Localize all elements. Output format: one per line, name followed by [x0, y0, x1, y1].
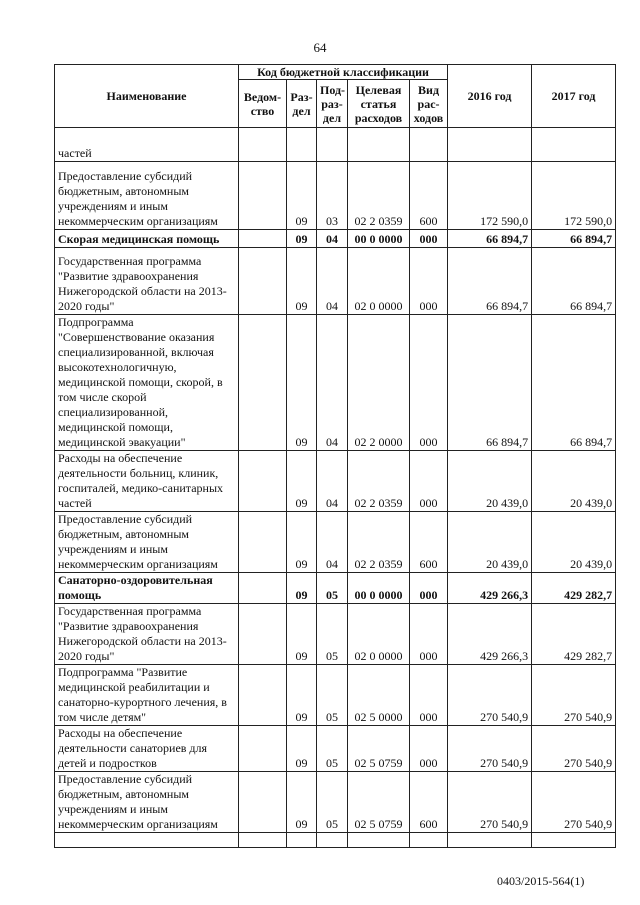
- cell-name: Скорая медицинская помощь: [55, 230, 239, 248]
- cell-y2016: 270 540,9: [448, 772, 532, 833]
- cell-ved: [239, 248, 287, 315]
- cell-podrazdel: 05: [317, 726, 348, 772]
- cell-name: Предоставление субсидий бюджетным, автономным учреждениям и иным некоммерческим организациям: [55, 162, 239, 230]
- header-name: Наименование: [55, 65, 239, 128]
- cell-vid: 000: [410, 604, 448, 665]
- table-row: [55, 128, 616, 162]
- cell-podrazdel: 05: [317, 772, 348, 833]
- cell-ved: [239, 451, 287, 512]
- cell-ved: [239, 573, 287, 604]
- cell-podrazdel: 03: [317, 162, 348, 230]
- cell-y2017: 66 894,7: [532, 230, 616, 248]
- cell-razdel: 09: [287, 230, 317, 248]
- header-2016: 2016 год: [448, 65, 532, 128]
- cell-podrazdel: 04: [317, 451, 348, 512]
- empty-cell: [410, 833, 448, 848]
- cell-cst: 02 0 0000: [348, 604, 410, 665]
- cell-ved: [239, 512, 287, 573]
- cell-name: Расходы на обеспечение деятельности санаториев для детей и подростков: [55, 726, 239, 772]
- cell-vid: 000: [410, 451, 448, 512]
- cell-podrazdel: 05: [317, 604, 348, 665]
- table-row: [55, 604, 616, 665]
- cell-y2017: 270 540,9: [532, 665, 616, 726]
- table-row-empty: [55, 833, 616, 848]
- cell-cst: 00 0 0000: [348, 230, 410, 248]
- cell-y2016: 66 894,7: [448, 230, 532, 248]
- cell-ved: [239, 315, 287, 451]
- budget-table: [54, 64, 616, 848]
- cell-vid: 600: [410, 162, 448, 230]
- cell-cst: 02 0 0000: [348, 248, 410, 315]
- empty-cell: [55, 833, 239, 848]
- document-code: 0403/2015-564(1): [497, 874, 585, 888]
- cell-name: Санаторно-оздоровительная помощь: [55, 573, 239, 604]
- cell-vid: [410, 128, 448, 162]
- cell-name: частей: [55, 128, 239, 162]
- cell-podrazdel: 04: [317, 512, 348, 573]
- empty-cell: [287, 833, 317, 848]
- cell-razdel: 09: [287, 573, 317, 604]
- cell-podrazdel: 05: [317, 665, 348, 726]
- cell-razdel: [287, 128, 317, 162]
- cell-cst: 02 2 0359: [348, 451, 410, 512]
- cell-razdel: 09: [287, 248, 317, 315]
- cell-y2016: 20 439,0: [448, 512, 532, 573]
- empty-cell: [317, 833, 348, 848]
- cell-name: Предоставление субсидий бюджетным, автономным учреждениям и иным некоммерческим организациям: [55, 512, 239, 573]
- table-row: [55, 726, 616, 772]
- cell-razdel: 09: [287, 665, 317, 726]
- cell-vid: 000: [410, 573, 448, 604]
- cell-y2017: 270 540,9: [532, 772, 616, 833]
- header-group: Код бюджетной классификации: [239, 65, 448, 80]
- cell-cst: 02 2 0000: [348, 315, 410, 451]
- cell-y2016: 429 266,3: [448, 604, 532, 665]
- cell-cst: 02 2 0359: [348, 512, 410, 573]
- table-row: [55, 772, 616, 833]
- cell-ved: [239, 128, 287, 162]
- cell-ved: [239, 162, 287, 230]
- cell-vid: 000: [410, 665, 448, 726]
- cell-name: Подпрограмма "Развитие медицинской реабилитации и санаторно-курортного лечения, в том числе детям": [55, 665, 239, 726]
- cell-vid: 000: [410, 248, 448, 315]
- cell-y2016: 66 894,7: [448, 315, 532, 451]
- cell-ved: [239, 230, 287, 248]
- cell-razdel: 09: [287, 451, 317, 512]
- cell-cst: 02 5 0759: [348, 772, 410, 833]
- empty-cell: [532, 833, 616, 848]
- cell-name: Подпрограмма "Совершенствование оказания специализированной, включая высокотехнологичную, медицинской помощи, скорой, в том числе скорой специализированной, медицинской помощи, медицинской эвакуации": [55, 315, 239, 451]
- cell-vid: 000: [410, 315, 448, 451]
- empty-cell: [448, 833, 532, 848]
- table-row: [55, 162, 616, 230]
- cell-vid: 000: [410, 230, 448, 248]
- cell-y2016: 270 540,9: [448, 665, 532, 726]
- cell-cst: [348, 128, 410, 162]
- cell-y2017: 429 282,7: [532, 604, 616, 665]
- table-row: [55, 451, 616, 512]
- cell-ved: [239, 726, 287, 772]
- cell-y2017: 66 894,7: [532, 248, 616, 315]
- cell-name: Предоставление субсидий бюджетным, автономным учреждениям и иным некоммерческим организациям: [55, 772, 239, 833]
- cell-name: Государственная программа "Развитие здравоохранения Нижегородской области на 2013-2020 годы": [55, 604, 239, 665]
- cell-cst: 02 2 0359: [348, 162, 410, 230]
- header-2017: 2017 год: [532, 65, 616, 128]
- header-podrazdel: Под-раз-дел: [317, 80, 348, 128]
- cell-cst: 00 0 0000: [348, 573, 410, 604]
- cell-y2016: 20 439,0: [448, 451, 532, 512]
- cell-y2017: 20 439,0: [532, 512, 616, 573]
- cell-name: Расходы на обеспечение деятельности больниц, клиник, госпиталей, медико-санитарных частей: [55, 451, 239, 512]
- cell-ved: [239, 604, 287, 665]
- table-row: [55, 248, 616, 315]
- cell-ved: [239, 772, 287, 833]
- header-ved: Ведом-ство: [239, 80, 287, 128]
- cell-razdel: 09: [287, 512, 317, 573]
- table-row: [55, 315, 616, 451]
- table-row: [55, 230, 616, 248]
- cell-y2016: 270 540,9: [448, 726, 532, 772]
- cell-cst: 02 5 0000: [348, 665, 410, 726]
- cell-razdel: 09: [287, 604, 317, 665]
- cell-y2017: [532, 128, 616, 162]
- cell-y2016: [448, 128, 532, 162]
- cell-y2017: 66 894,7: [532, 315, 616, 451]
- cell-podrazdel: [317, 128, 348, 162]
- table-row: [55, 573, 616, 604]
- cell-cst: 02 5 0759: [348, 726, 410, 772]
- header-vid: Вид рас-ходов: [410, 80, 448, 128]
- cell-y2017: 172 590,0: [532, 162, 616, 230]
- cell-razdel: 09: [287, 315, 317, 451]
- cell-y2016: 66 894,7: [448, 248, 532, 315]
- table-row: [55, 665, 616, 726]
- cell-razdel: 09: [287, 772, 317, 833]
- cell-vid: 600: [410, 772, 448, 833]
- cell-vid: 000: [410, 726, 448, 772]
- cell-podrazdel: 04: [317, 315, 348, 451]
- header-cst: Целевая статья расходов: [348, 80, 410, 128]
- cell-vid: 600: [410, 512, 448, 573]
- table-row: [55, 512, 616, 573]
- cell-razdel: 09: [287, 162, 317, 230]
- page-number: 64: [313, 40, 327, 55]
- cell-y2017: 429 282,7: [532, 573, 616, 604]
- empty-cell: [348, 833, 410, 848]
- cell-razdel: 09: [287, 726, 317, 772]
- cell-ved: [239, 665, 287, 726]
- cell-y2017: 20 439,0: [532, 451, 616, 512]
- cell-name: Государственная программа "Развитие здравоохранения Нижегородской области на 2013-2020 годы": [55, 248, 239, 315]
- cell-podrazdel: 05: [317, 573, 348, 604]
- cell-y2017: 270 540,9: [532, 726, 616, 772]
- header-razdel: Раз-дел: [287, 80, 317, 128]
- cell-y2016: 429 266,3: [448, 573, 532, 604]
- cell-y2016: 172 590,0: [448, 162, 532, 230]
- cell-podrazdel: 04: [317, 248, 348, 315]
- cell-podrazdel: 04: [317, 230, 348, 248]
- empty-cell: [239, 833, 287, 848]
